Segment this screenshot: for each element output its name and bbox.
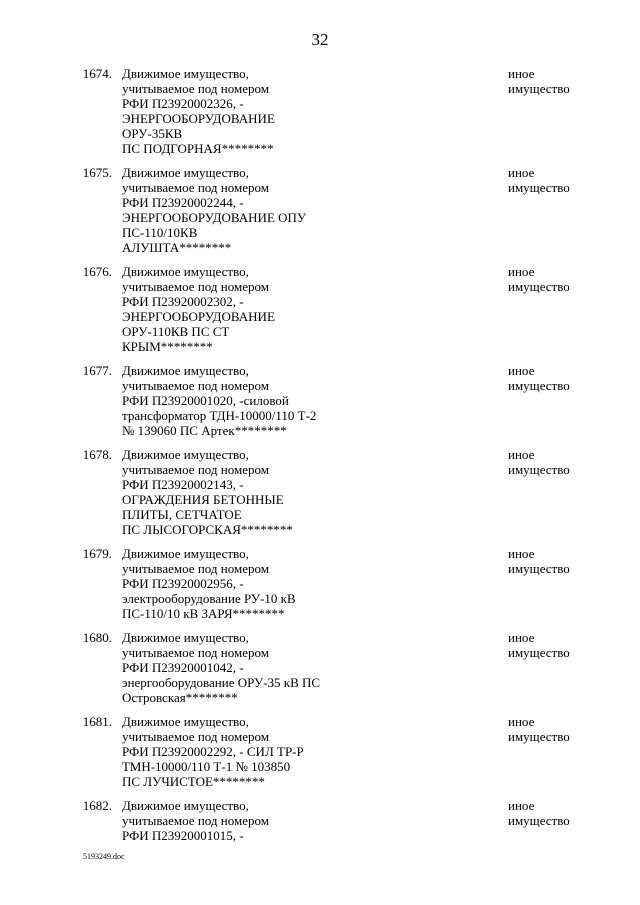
category-line: иное [508, 447, 535, 462]
entries-list [0, 66, 640, 852]
description-line: РФИ П23920002244, - [122, 195, 244, 210]
entry-category [508, 630, 570, 660]
description-line: Движимое имущество, [122, 630, 249, 645]
entry-category [508, 714, 570, 744]
entry-description [122, 363, 462, 438]
category-line: имущество [508, 462, 570, 477]
category-line: имущество [508, 729, 570, 744]
description-line: ЭНЕРГООБОРУДОВАНИЕ [122, 111, 275, 126]
description-line: ПС ПОДГОРНАЯ******** [122, 141, 274, 156]
description-line: электрооборудование РУ-10 кВ [122, 591, 296, 606]
entry-number: 1681. [82, 714, 112, 729]
description-line: Движимое имущество, [122, 798, 249, 813]
description-line: РФИ П23920002292, - СИЛ ТР-Р [122, 744, 304, 759]
entry-category [508, 447, 570, 477]
entry-category [508, 798, 570, 828]
category-line: имущество [508, 378, 570, 393]
list-item [0, 714, 640, 798]
entry-description [122, 798, 462, 843]
page-number: 32 [311, 30, 329, 49]
description-line: учитываемое под номером [122, 279, 269, 294]
description-line: РФИ П23920002326, - [122, 96, 244, 111]
description-line: ПЛИТЫ, СЕТЧАТОЕ [122, 507, 242, 522]
description-line: ТМН-10000/110 Т-1 № 103850 [122, 759, 291, 774]
entry-description [122, 447, 462, 537]
description-line: ПС-110/10КВ [122, 225, 198, 240]
category-line: иное [508, 165, 535, 180]
description-line: ОРУ-110КВ ПС СТ [122, 324, 230, 339]
description-line: КРЫМ******** [122, 339, 213, 354]
description-line: Движимое имущество, [122, 264, 249, 279]
description-line: учитываемое под номером [122, 729, 269, 744]
description-line: учитываемое под номером [122, 813, 269, 828]
description-line: РФИ П23920001015, - [122, 828, 244, 843]
entry-description [122, 165, 462, 255]
description-line: учитываемое под номером [122, 645, 269, 660]
description-line: Островская******** [122, 690, 238, 705]
entry-description [122, 714, 462, 789]
description-line: учитываемое под номером [122, 462, 269, 477]
list-item [0, 264, 640, 363]
entry-number: 1677. [82, 363, 112, 378]
entry-category [508, 363, 570, 393]
entry-description [122, 546, 462, 621]
entry-category [508, 165, 570, 195]
description-line: Движимое имущество, [122, 714, 249, 729]
description-line: Движимое имущество, [122, 546, 249, 561]
description-line: Движимое имущество, [122, 363, 249, 378]
entry-description [122, 630, 462, 705]
description-line: РФИ П23920001020, -силовой [122, 393, 289, 408]
entry-number: 1680. [82, 630, 112, 645]
description-line: ПС ЛЫСОГОРСКАЯ******** [122, 522, 293, 537]
category-line: имущество [508, 81, 570, 96]
description-line: ОРУ-35КВ [122, 126, 183, 141]
description-line: ЭНЕРГООБОРУДОВАНИЕ ОПУ [122, 210, 307, 225]
entry-number: 1675. [82, 165, 112, 180]
description-line: РФИ П23920001042, - [122, 660, 244, 675]
category-line: имущество [508, 279, 570, 294]
description-line: энергооборудование ОРУ-35 кВ ПС [122, 675, 321, 690]
description-line: РФИ П23920002302, - [122, 294, 244, 309]
entry-number: 1678. [82, 447, 112, 462]
list-item [0, 66, 640, 165]
description-line: учитываемое под номером [122, 378, 269, 393]
description-line: учитываемое под номером [122, 81, 269, 96]
description-line: ПС ЛУЧИСТОЕ******** [122, 774, 265, 789]
description-line: № 139060 ПС Артек******** [122, 423, 287, 438]
entry-category [508, 66, 570, 96]
description-line: Движимое имущество, [122, 447, 249, 462]
category-line: имущество [508, 180, 570, 195]
category-line: иное [508, 264, 535, 279]
list-item [0, 798, 640, 852]
entry-description [122, 66, 462, 156]
description-line: Движимое имущество, [122, 165, 249, 180]
entry-category [508, 264, 570, 294]
list-item [0, 363, 640, 447]
description-line: ПС-110/10 кВ ЗАРЯ******** [122, 606, 285, 621]
list-item [0, 165, 640, 264]
description-line: АЛУШТА******** [122, 240, 232, 255]
category-line: иное [508, 66, 535, 81]
list-item [0, 447, 640, 546]
entry-number: 1679. [82, 546, 112, 561]
category-line: имущество [508, 561, 570, 576]
list-item [0, 546, 640, 630]
description-line: Движимое имущество, [122, 66, 249, 81]
entry-number: 1682. [82, 798, 112, 813]
description-line: трансформатор ТДН-10000/110 Т-2 [122, 408, 317, 423]
category-line: имущество [508, 813, 570, 828]
category-line: иное [508, 363, 535, 378]
category-line: иное [508, 546, 535, 561]
category-line: иное [508, 714, 535, 729]
category-line: имущество [508, 645, 570, 660]
description-line: учитываемое под номером [122, 561, 269, 576]
description-line: учитываемое под номером [122, 180, 269, 195]
entry-description [122, 264, 462, 354]
entry-category [508, 546, 570, 576]
footer-filename: 5193249.doc [83, 852, 125, 861]
description-line: ОГРАЖДЕНИЯ БЕТОННЫЕ [122, 492, 284, 507]
entry-number: 1674. [82, 66, 112, 81]
description-line: ЭНЕРГООБОРУДОВАНИЕ [122, 309, 275, 324]
description-line: РФИ П23920002143, - [122, 477, 244, 492]
category-line: иное [508, 630, 535, 645]
entry-number: 1676. [82, 264, 112, 279]
description-line: РФИ П23920002956, - [122, 576, 244, 591]
list-item [0, 630, 640, 714]
category-line: иное [508, 798, 535, 813]
